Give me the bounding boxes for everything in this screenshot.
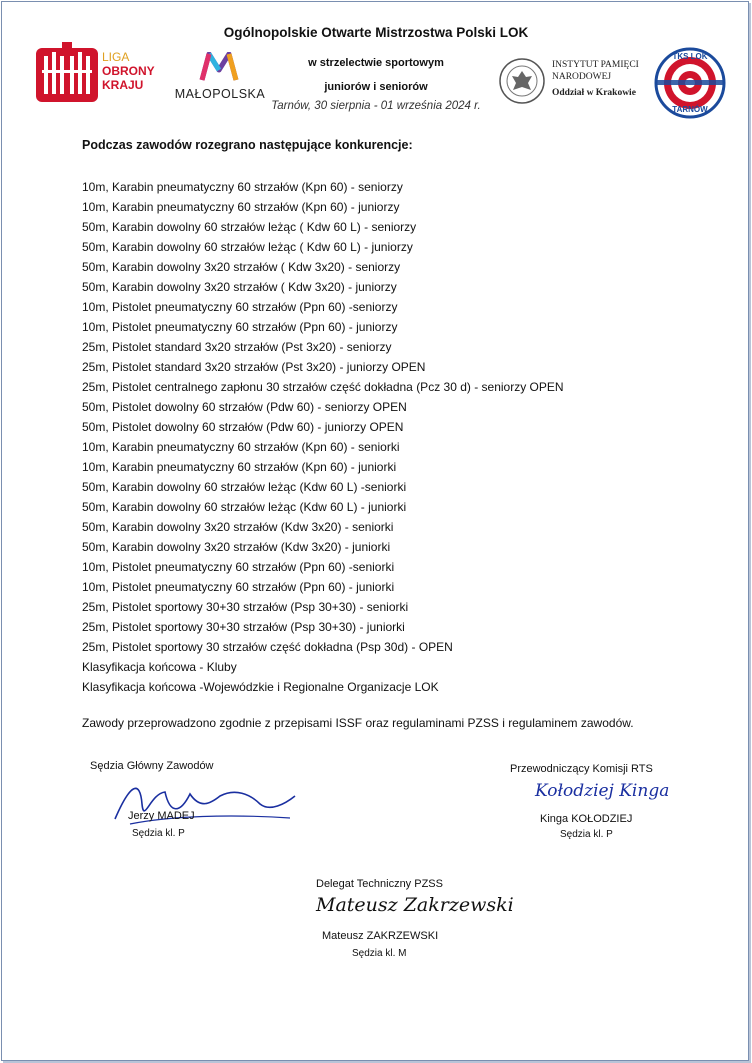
chief-judge-role: Sędzia Główny Zawodów: [90, 760, 214, 772]
chief-judge-signature-icon: [110, 774, 300, 834]
delegate-name: Mateusz ZAKRZEWSKI: [322, 930, 439, 942]
liga-text-line3: KRAJU: [102, 78, 144, 92]
competition-item: 10m, Pistolet pneumatyczny 60 strzałów (Ppn 60) - juniorki: [82, 580, 395, 594]
rts-chair-handwriting: Kołodziej Kinga: [535, 781, 670, 801]
competition-item: 10m, Pistolet pneumatyczny 60 strzałów (Ppn 60) -seniorki: [82, 560, 395, 574]
chief-judge-class: Sędzia kl. P: [132, 828, 185, 839]
competition-item: 25m, Pistolet sportowy 30+30 strzałów (Psp 30+30) - juniorki: [82, 620, 405, 634]
subtitle-category: juniorów i seniorów: [324, 81, 428, 93]
competition-item: 50m, Karabin dowolny 60 strzałów leżąc ( Kdw 60 L) - juniorzy: [82, 240, 413, 254]
competition-item: 25m, Pistolet sportowy 30+30 strzałów (Psp 30+30) - seniorki: [82, 600, 409, 614]
date-place: Tarnów, 30 sierpnia - 01 września 2024 r.: [271, 100, 481, 112]
competition-item: Klasyfikacja końcowa - Kluby: [82, 660, 237, 674]
competition-item: 50m, Karabin dowolny 3x20 strzałów (Kdw 3x20) - seniorki: [82, 520, 394, 534]
competition-item: 25m, Pistolet centralnego zapłonu 30 strzałów część dokładna (Pcz 30 d) - seniorzy OPEN: [82, 380, 564, 394]
ipn-text-line1: INSTYTUT PAMIĘCI: [552, 60, 639, 70]
competition-item: 50m, Pistolet dowolny 60 strzałów (Pdw 60) - juniorzy OPEN: [82, 420, 404, 434]
competition-item: 50m, Karabin dowolny 3x20 strzałów (Kdw 3x20) - juniorki: [82, 540, 391, 554]
competition-item: 10m, Karabin pneumatyczny 60 strzałów (Kpn 60) - juniorki: [82, 460, 397, 474]
tks-top-text: TKS LOK: [672, 52, 708, 61]
liga-emblem-icon: [36, 42, 98, 104]
rts-chair-role: Przewodniczący Komisji RTS: [510, 763, 653, 775]
competition-item: 25m, Pistolet standard 3x20 strzałów (Pst 3x20) - juniorzy OPEN: [82, 360, 426, 374]
delegate-handwriting: Mateusz Zakrzewski: [316, 894, 514, 916]
tks-bottom-text: TARNÓW: [672, 105, 708, 114]
competition-item: 50m, Karabin dowolny 60 strzałów leżąc (Kdw 60 L) - juniorki: [82, 500, 407, 514]
competition-item: 10m, Pistolet pneumatyczny 60 strzałów (Ppn 60) - juniorzy: [82, 320, 398, 334]
competition-item: 10m, Karabin pneumatyczny 60 strzałów (Kpn 60) - juniorzy: [82, 200, 400, 214]
rts-chair-class: Sędzia kl. P: [560, 829, 613, 840]
competition-item: 50m, Pistolet dowolny 60 strzałów (Pdw 60) - seniorzy OPEN: [82, 400, 407, 414]
competition-item: 10m, Karabin pneumatyczny 60 strzałów (Kpn 60) - seniorki: [82, 440, 400, 454]
signature-delegate: [316, 878, 516, 968]
competition-item: 25m, Pistolet standard 3x20 strzałów (Pst 3x20) - seniorzy: [82, 340, 392, 354]
competition-item: 50m, Karabin dowolny 3x20 strzałów ( Kdw 3x20) - seniorzy: [82, 260, 401, 274]
chief-judge-name: Jerzy MADEJ: [128, 810, 195, 822]
liga-text-line2: OBRONY: [102, 64, 155, 78]
competition-item: 10m, Karabin pneumatyczny 60 strzałów (Kpn 60) - seniorzy: [82, 180, 403, 194]
subtitle-discipline: w strzelectwie sportowym: [308, 57, 444, 69]
competition-item: 50m, Karabin dowolny 3x20 strzałów ( Kdw 3x20) - juniorzy: [82, 280, 397, 294]
ipn-text-line2: NARODOWEJ: [552, 72, 612, 82]
competition-item: 25m, Pistolet sportowy 30 strzałów część dokładna (Psp 30d) - OPEN: [82, 640, 453, 654]
signature-chief-judge: [90, 760, 300, 850]
signature-rts-chair: [510, 763, 700, 853]
intro-heading: Podczas zawodów rozegrano następujące konkurencje:: [82, 138, 413, 152]
rules-note: Zawody przeprowadzono zgodnie z przepisami ISSF oraz regulaminami PZSS i regulaminem zawodów.: [82, 716, 634, 730]
liga-obrony-kraju-logo: [36, 42, 155, 104]
liga-text-line1: LIGA: [102, 50, 130, 64]
page-title: Ogólnopolskie Otwarte Mistrzostwa Polski LOK: [223, 25, 529, 40]
competition-item: 50m, Karabin dowolny 60 strzałów leżąc ( Kdw 60 L) - seniorzy: [82, 220, 417, 234]
competition-item: 50m, Karabin dowolny 60 strzałów leżąc (Kdw 60 L) -seniorki: [82, 480, 407, 494]
rts-chair-name: Kinga KOŁODZIEJ: [540, 813, 633, 825]
malopolska-text: MAŁOPOLSKA: [174, 87, 266, 101]
delegate-role: Delegat Techniczny PZSS: [316, 878, 443, 890]
ipn-text-line3: Oddział w Krakowie: [552, 88, 636, 98]
competition-item: Klasyfikacja końcowa -Wojewódzkie i Regionalne Organizacje LOK: [82, 680, 439, 694]
competition-item: 10m, Pistolet pneumatyczny 60 strzałów (Ppn 60) -seniorzy: [82, 300, 398, 314]
competition-list: [82, 177, 564, 697]
delegate-class: Sędzia kl. M: [352, 948, 407, 959]
